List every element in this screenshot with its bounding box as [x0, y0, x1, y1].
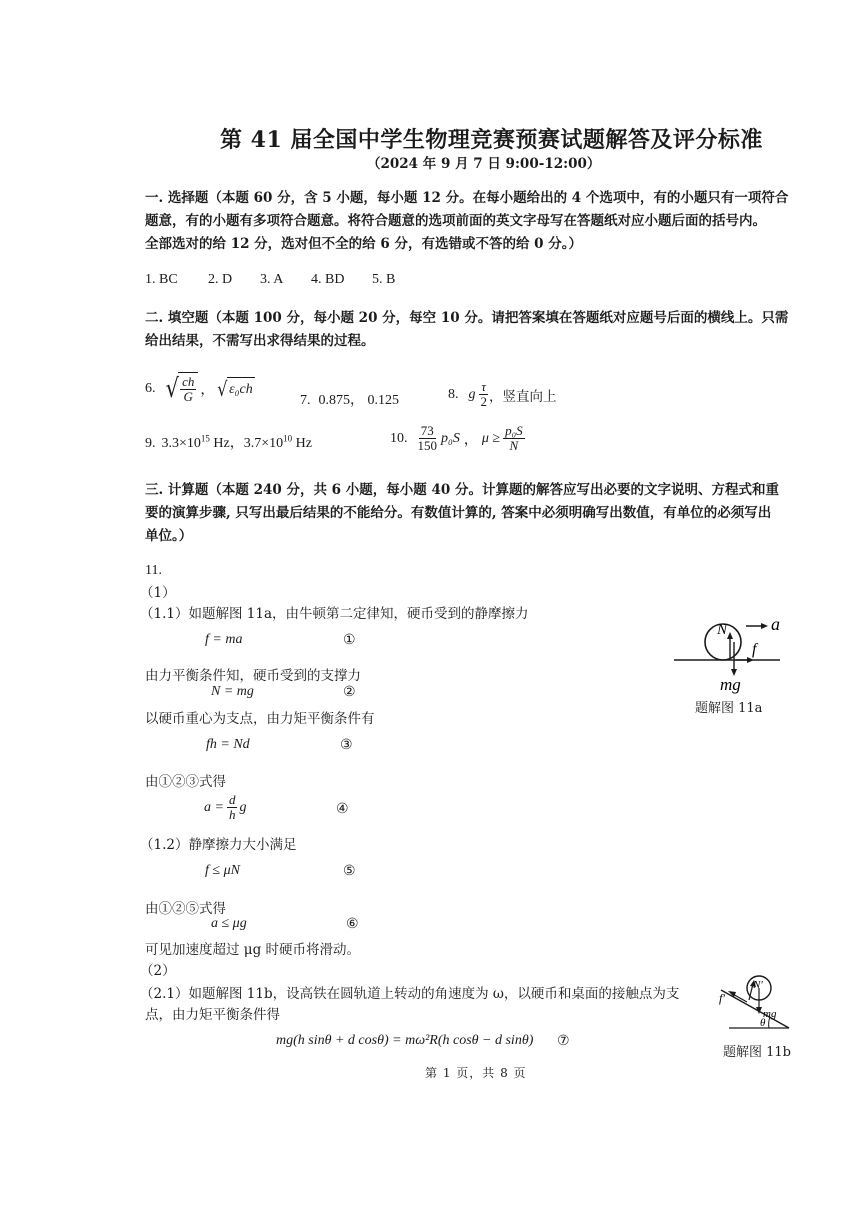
label-mg: mg [720, 675, 741, 694]
q7-values: 0.875， 0.125 [318, 393, 399, 408]
answer-q8 [448, 380, 557, 409]
q6-separator: ， [200, 383, 215, 398]
section2-heading-line: 给出结果，不需写出求得结果的过程。 [145, 333, 375, 349]
section2-heading-line: 二. 填空题（本题 100 分，每小题 20 分，每空 10 分。请把答案填在答题纸对应题号后面的横线上。只需 [145, 310, 789, 326]
equation-1: f = ma [205, 632, 243, 647]
incline-surface [721, 990, 789, 1028]
label-f: f′ [719, 991, 725, 1005]
q8-direction: ，竖直向上 [489, 388, 557, 404]
label-N: N [717, 622, 728, 638]
q8-g: g [468, 386, 476, 402]
label-f: f [752, 641, 757, 658]
problem-number: 11. [145, 563, 162, 578]
q9-value2: 3.7×10 [243, 436, 284, 451]
equation-3: fh = Nd [206, 737, 250, 752]
eq4-fraction: $\frac{d}{h}$ [228, 792, 236, 822]
q8-fraction: $\frac{\tau}{2}$ [480, 379, 487, 409]
label-theta: θ [760, 1017, 766, 1029]
paragraph: 由①②③式得 [145, 774, 226, 790]
equation-4: a = $\frac{d}{h}$ g [204, 792, 247, 822]
document-title: 第 41 届全国中学生物理竞赛预赛试题解答及评分标准 [220, 127, 763, 153]
q6-sqrt: √ $\frac{ch}{G}$ [164, 372, 199, 406]
q10-number: 10. [390, 430, 408, 446]
section3-heading [145, 479, 805, 548]
label-N: N′ [753, 979, 763, 991]
q10-fraction2: $\frac{\text{p₀S}}{N}$ [505, 423, 523, 453]
paragraph: 点，由力矩平衡条件得 [145, 1007, 280, 1023]
q9-exp2: 10 [283, 433, 293, 444]
equation-7: mg(h sinθ + d cosθ) = mω²R(h cosθ − d sinθ) [276, 1033, 534, 1048]
q10-fraction: $\frac{73}{150}$ [417, 423, 437, 453]
section1-heading-line: 一. 选择题（本题 60 分，含 5 小题，每小题 12 分。在每小题给出的 4 个选项中，有的小题只有一项符合 [145, 190, 789, 206]
q6-sqrt2: √ ε₀ch [217, 377, 253, 401]
equation-5: f ≤ μN [205, 863, 240, 878]
equation-marker: ⑤ [343, 864, 356, 879]
answer-item: 4. BD [311, 272, 345, 287]
paragraph: 由力平衡条件知，硬币受到的支撑力 [145, 668, 361, 684]
paragraph: （1.2）静摩擦力大小满足 [140, 837, 297, 853]
equation-marker: ⑥ [346, 917, 359, 932]
q8-number: 8. [448, 386, 459, 402]
section1-answers [145, 272, 395, 288]
figure-11b [715, 970, 795, 1032]
answer-q6 [145, 372, 255, 406]
paragraph: 可见加速度超过 μg 时硬币将滑动。 [145, 942, 360, 958]
paragraph: 以硬币重心为支点，由力矩平衡条件有 [145, 711, 375, 727]
section3-heading-line: 单位。） [145, 528, 193, 544]
answer-item: 5. B [372, 272, 396, 287]
equation-marker: ③ [340, 738, 353, 753]
q9-number: 9. [145, 436, 156, 451]
q6-fraction: $\frac{ch}{G}$ [182, 374, 195, 404]
equation-6: a ≤ μg [211, 916, 247, 931]
answer-q10 [390, 424, 525, 453]
label-a: a [771, 614, 780, 634]
answer-q7 [300, 389, 399, 409]
q9-exp1: 15 [200, 433, 210, 444]
part-label: （2） [140, 963, 176, 979]
q9-value1: 3.3×10 [161, 436, 201, 451]
section1-heading [145, 187, 805, 256]
equation-marker: ② [343, 685, 356, 700]
equation-2: N = mg [211, 684, 254, 699]
paragraph: 由①②⑤式得 [145, 901, 226, 917]
q9-unit2: Hz [292, 436, 312, 451]
answer-item: 3. A [260, 272, 284, 287]
figure-11b-caption: 题解图 11b [723, 1045, 791, 1060]
section3-heading-line: 要的演算步骤, 只写出最后结果的不能给分。有数值计算的, 答案中必须明确写出数值，有单位的必须写出 [145, 505, 772, 521]
section3-heading-line: 三. 计算题（本题 240 分，共 6 小题，每小题 40 分。计算题的解答应写出必要的文字说明、方程式和重 [145, 482, 779, 498]
page-footer: 第 1 页，共 8 页 [425, 1066, 527, 1080]
paragraph: （2.1）如题解图 11b，设高铁在圆轨道上转动的角速度为 ω，以硬币和桌面的接触点为支 [140, 986, 680, 1002]
equation-marker: ⑦ [557, 1034, 570, 1049]
label-mg: mg [763, 1008, 777, 1020]
section1-heading-line: 全部选对的给 12 分，选对但不全的给 6 分，有选错或不答的给 0 分。） [145, 236, 583, 252]
q7-number: 7. [300, 393, 311, 408]
q6-number: 6. [145, 381, 156, 396]
section1-heading-line: 题意，有的小题有多项符合题意。将符合题意的选项前面的英文字母写在答题纸对应小题后面的括号内。 [145, 213, 766, 229]
equation-marker: ① [343, 633, 356, 648]
equation-marker: ④ [336, 802, 349, 817]
paragraph: （1.1）如题解图 11a，由牛顿第二定律知，硬币受到的静摩擦力 [140, 606, 529, 622]
answer-q9 [145, 432, 312, 452]
figure-11a [668, 612, 788, 694]
q10-mu: μ ≥ [481, 430, 501, 446]
q10-separator: ， [463, 432, 478, 448]
answer-item: 2. D [208, 272, 233, 287]
q10-term: p₀S [441, 430, 460, 446]
part-label: （1） [140, 585, 176, 601]
section2-heading [145, 307, 805, 353]
q9-unit1: Hz， [209, 436, 244, 451]
answer-item: 1. BC [145, 272, 178, 287]
document-subtitle: （2024 年 9 月 7 日 9:00-12:00） [367, 156, 601, 172]
figure-11a-caption: 题解图 11a [695, 701, 763, 716]
